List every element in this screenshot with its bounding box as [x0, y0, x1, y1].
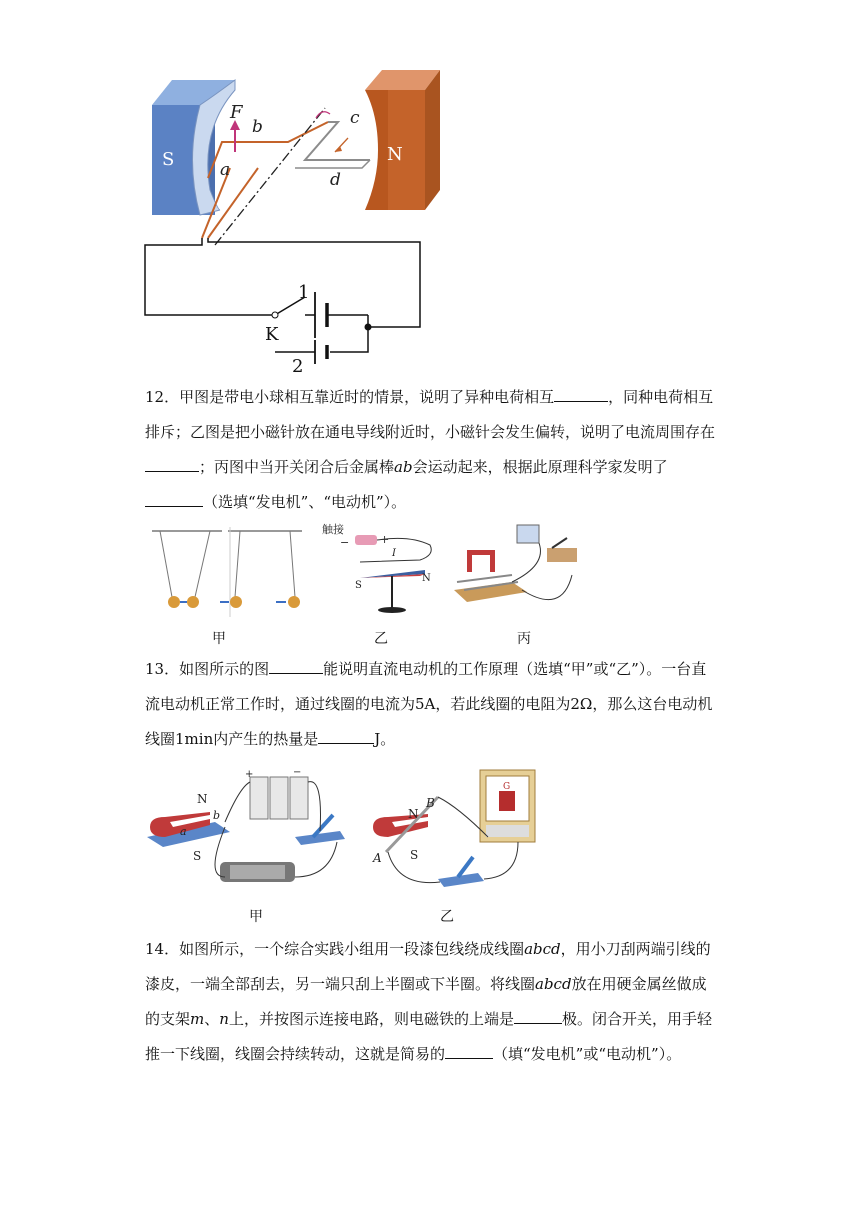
figure-oersted [320, 520, 440, 615]
q12-text-2: ，同种电荷相互排斥；乙图是把小磁针放在通电导线附近时，小磁针会发生偏转，说明了电流周围存在 [145, 388, 716, 441]
q14-blank-1[interactable] [514, 1007, 562, 1024]
q12-blank-2[interactable] [145, 455, 199, 472]
question-12 [145, 380, 720, 520]
figure-motor-principle [140, 60, 450, 375]
s-label: S [355, 580, 362, 591]
q14-var-abcd-1: abcd [524, 940, 561, 958]
question-14 [145, 932, 720, 1072]
q13-caption-jia: 甲 [249, 909, 263, 925]
g-label: G [503, 782, 511, 792]
switch-pivot [272, 312, 278, 318]
yi-s-label: S [410, 848, 419, 862]
q14-var-abcd-2: abcd [535, 975, 572, 993]
figure-charged-balls [150, 527, 305, 617]
jia-b-label: b [213, 809, 221, 822]
label-d: d [330, 170, 341, 190]
q14-blank-2[interactable] [445, 1042, 493, 1059]
jia-s-label: S [193, 849, 202, 863]
q12-text-3: ；丙图中当开关闭合后金属棒 [199, 458, 395, 476]
q12-text-4: 会运动起来，根据此原理科学家发明了 [412, 458, 668, 476]
q12-text-1: 甲图是带电小球相互靠近时的情景，说明了异种电荷相互 [179, 388, 555, 406]
q14-var-n: n [219, 1010, 229, 1028]
q12-caption-bing: 丙 [517, 631, 531, 647]
q12-var-ab: ab [394, 458, 413, 476]
junction-dot [365, 324, 372, 331]
figure-motor-rail [452, 520, 582, 615]
q13-blank-2[interactable] [318, 727, 374, 744]
q14-var-m: m [190, 1010, 205, 1028]
q12-number: 12． [145, 388, 180, 406]
q14-number: 14． [145, 940, 180, 958]
q13-caption-yi: 乙 [440, 909, 454, 925]
q13-blank-1[interactable] [269, 657, 323, 674]
q14-text-6: 极。闭合开关，用手轻推一下线圈，线圈会持续转动，这就是简易的 [145, 1010, 712, 1063]
q12-text-5: （选填“发电机”、“电动机”）。 [203, 493, 407, 511]
figure-generator-yi [368, 767, 538, 892]
q12-caption-jia: 甲 [212, 631, 226, 647]
n-label: N [422, 573, 431, 584]
figure-motor-jia [145, 767, 350, 897]
q14-text-5: 上，并按图示连接电路，则电磁铁的上端是 [228, 1010, 514, 1028]
q14-text-7: （填“发电机”或“电动机”）。 [493, 1045, 682, 1063]
label-k: K [265, 324, 279, 345]
label-f: F [230, 102, 243, 123]
label-c: c [350, 108, 360, 128]
circuit [145, 238, 420, 364]
q12-blank-1[interactable] [554, 385, 608, 402]
q14-text-2: ，用小刀刮两端引线的漆皮，一端全部刮去，另一端只刮上半圈或下半圈。将线圈 [145, 940, 711, 993]
jia-plus-label: + [245, 769, 254, 780]
yi-a-label: A [373, 851, 382, 865]
q14-text-1: 如图所示，一个综合实践小组用一段漆包线绕成线圈 [179, 940, 525, 958]
galvanometer [480, 770, 535, 842]
q13-text-1: 如图所示的图 [179, 660, 270, 678]
q13-text-3: J。 [374, 730, 396, 748]
label-a: a [220, 160, 231, 180]
q12-blank-3[interactable] [145, 490, 203, 507]
q13-text-2: 能说明直流电动机的工作原理（选填“甲”或“乙”）。一台直流电动机正常工作时，通过线圈的电流为5A，若此线圈的电阻为2Ω，那么这台电动机线圈1min内产生的热量是 [145, 660, 713, 748]
q13-number: 13． [145, 660, 180, 678]
battery-pack [250, 777, 308, 819]
label-2: 2 [292, 356, 304, 375]
battery [355, 535, 377, 545]
q14-text-3: 放在用硬金属丝做成的支架 [145, 975, 707, 1028]
yi-n-label: N [408, 807, 419, 821]
jia-a-label: a [180, 825, 187, 838]
touch-label: 触接 [322, 523, 344, 536]
label-n: N [387, 144, 403, 165]
q12-caption-yi: 乙 [374, 631, 388, 647]
yi-b-label: B [426, 796, 435, 810]
jia-minus-label: − [293, 767, 302, 778]
label-s: S [162, 149, 175, 170]
plus-label: + [380, 533, 390, 546]
jia-n-label: N [197, 792, 208, 806]
minus-label: − [340, 536, 350, 549]
label-1: 1 [298, 282, 310, 303]
question-13 [145, 652, 720, 757]
label-b: b [252, 117, 263, 137]
q14-text-4: 、 [204, 1010, 220, 1028]
north-magnet [365, 70, 440, 210]
current-label: I [392, 548, 396, 559]
south-magnet [152, 80, 235, 215]
